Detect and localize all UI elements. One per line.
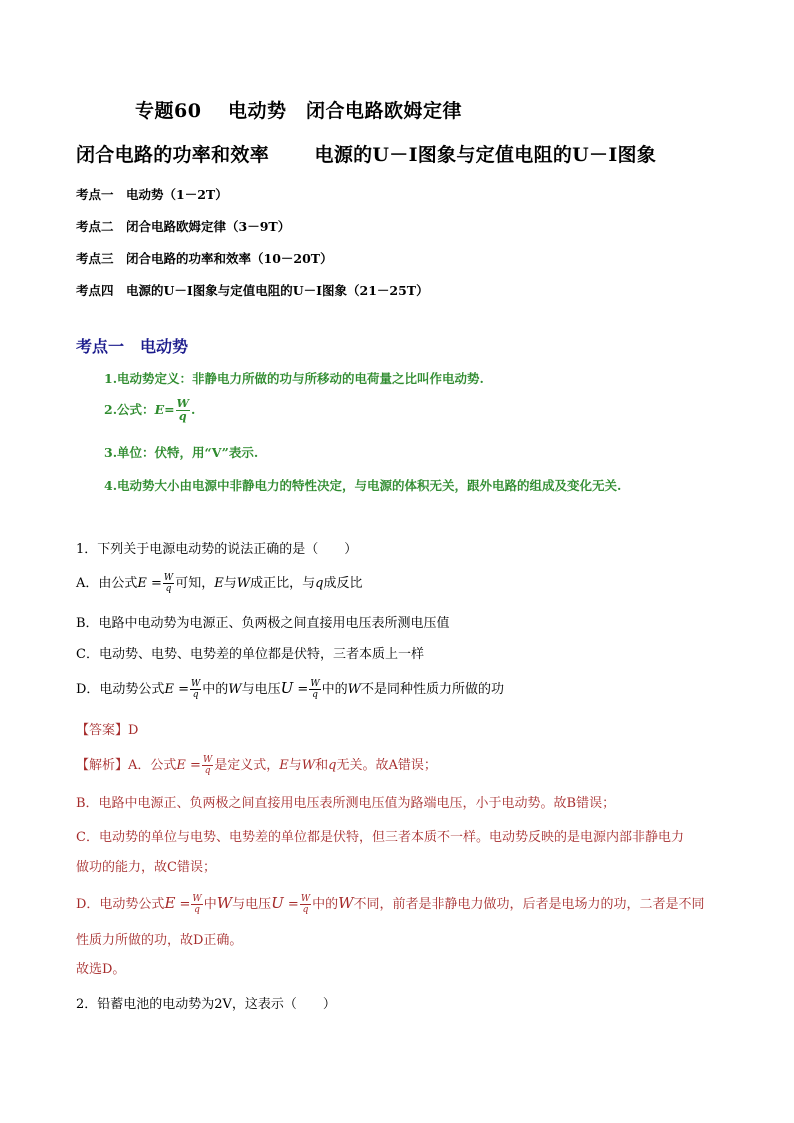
- var-e: E: [137, 576, 147, 591]
- question-2-stem: 2．铅蓄电池的电动势为2V，这表示（ ）: [76, 997, 336, 1012]
- fraction: [190, 679, 201, 700]
- option-a-text-5: 成反比: [323, 576, 363, 591]
- analysis-a-text-1: A．公式: [128, 758, 177, 773]
- var-u: U: [280, 679, 294, 697]
- eq-sign: =: [185, 758, 201, 773]
- fraction-numerator: W: [163, 573, 174, 583]
- analysis-d-text-2: 中: [203, 897, 217, 912]
- option-a-text-3: 与: [223, 576, 237, 591]
- var-e: E: [214, 576, 224, 591]
- analysis-d-text-3: 与电压: [232, 897, 272, 912]
- analysis-c-line2: 做功的能力，故C错误；: [76, 860, 216, 875]
- eq-sign: =: [175, 897, 191, 912]
- answer: 【答案】D: [76, 723, 139, 738]
- option-d-text-3: 与电压: [241, 682, 281, 697]
- fraction-denominator: q: [194, 905, 200, 915]
- fraction-denominator: q: [204, 766, 211, 776]
- analysis-d-text-4: 中的: [312, 897, 339, 912]
- toc-item-3: 考点三 闭合电路的功率和效率（10－20T）: [76, 251, 333, 266]
- option-d-text-2: 中的: [202, 682, 229, 697]
- var-e: E: [164, 682, 174, 697]
- formula-fraction: [176, 398, 190, 423]
- option-a-text-4: 成正比，与: [250, 576, 316, 591]
- question-1-stem: 1．下列关于电源电动势的说法正确的是（ ）: [76, 542, 358, 557]
- fraction-numerator: W: [190, 679, 201, 689]
- option-d-text-1: D．电动势公式: [76, 682, 165, 697]
- analysis-label: 【解析】: [76, 758, 129, 773]
- option-a: [76, 572, 362, 594]
- fraction-denominator: q: [165, 584, 172, 594]
- eq-sign: =: [173, 682, 189, 697]
- analysis-d-line2: 性质力所做的功，故D正确。: [76, 933, 243, 948]
- toc-item-2: 考点二 闭合电路欧姆定律（3－9T）: [76, 219, 291, 234]
- var-w: W: [236, 576, 251, 591]
- fraction-numerator: W: [176, 397, 189, 410]
- fraction-denominator: q: [312, 690, 318, 700]
- option-c: C．电动势、电势、电势差的单位都是伏特，三者本质上一样: [76, 647, 424, 662]
- var-e: E: [176, 758, 186, 773]
- analysis-c-line1: C．电动势的单位与电势、电势差的单位都是伏特，但三者本质不一样。电动势反映的是电源内部非静电力: [76, 830, 684, 845]
- fraction: [300, 894, 311, 915]
- var-e: E: [164, 894, 176, 912]
- formula-suffix: .: [190, 402, 196, 417]
- var-e: E: [279, 758, 289, 773]
- analysis-d-text-1: D．电动势公式: [76, 897, 165, 912]
- key-point-2: [104, 398, 195, 423]
- analysis-d-line1: [76, 893, 705, 915]
- fraction-numerator: W: [310, 679, 320, 689]
- key-point-3: 3.单位：伏特，用“V”表示.: [104, 445, 259, 460]
- eq-sign: =: [146, 576, 162, 591]
- fraction-denominator: q: [302, 905, 309, 915]
- option-a-text-2: 可知，: [175, 576, 215, 591]
- fraction: [163, 573, 174, 594]
- fraction: [309, 679, 320, 700]
- page-title-line2: 闭合电路的功率和效率 电源的U－I图象与定值电阻的U－I图象: [76, 144, 657, 166]
- analysis-a-text-2: 是定义式，: [214, 758, 280, 773]
- conclusion: 故选D。: [76, 962, 126, 977]
- option-d: [76, 678, 504, 700]
- analysis-a: [76, 754, 437, 776]
- var-q: q: [328, 758, 337, 773]
- var-w: W: [228, 682, 242, 697]
- fraction-denominator: q: [192, 690, 199, 700]
- var-w: W: [301, 758, 316, 773]
- eq-sign: =: [283, 897, 299, 912]
- option-d-text-4: 中的: [321, 682, 348, 697]
- fraction: [191, 894, 202, 915]
- analysis-d-text-5: 不同，前者是非静电力做功，后者是电场力的功，二者是不同: [353, 897, 705, 912]
- analysis-b: B．电路中电源正、负两极之间直接用电压表所测电压值为路端电压，小于电动势。故B错误；: [76, 796, 616, 811]
- var-u: U: [271, 894, 284, 912]
- formula-e: E: [154, 402, 165, 417]
- formula-eq: =: [164, 402, 175, 417]
- eq-sign: =: [293, 682, 309, 697]
- option-a-text-1: A．由公式: [76, 576, 138, 591]
- page-title-line1: 专题60 电动势 闭合电路欧姆定律: [135, 100, 463, 122]
- analysis-a-text-4: 和: [315, 758, 329, 773]
- fraction-numerator: W: [300, 894, 311, 904]
- var-w: W: [347, 682, 361, 697]
- toc-item-4: 考点四 电源的U－I图象与定值电阻的U－I图象（21－25T）: [76, 283, 429, 298]
- key-point-1: 1.电动势定义：非静电力所做的功与所移动的电荷量之比叫作电动势.: [104, 371, 484, 386]
- var-q: q: [315, 576, 324, 591]
- toc-item-1: 考点一 电动势（1－2T）: [76, 187, 228, 202]
- var-w: W: [216, 894, 233, 912]
- option-b: B．电路中电动势为电源正、负两极之间直接用电压表所测电压值: [76, 616, 450, 631]
- key-point-4: 4.电动势大小由电源中非静电力的特性决定，与电源的体积无关，跟外电路的组成及变化无关.: [104, 478, 622, 493]
- option-d-text-5: 不是同种性质力所做的功: [360, 682, 504, 697]
- fraction: [202, 755, 213, 776]
- section-heading: 考点一 电动势: [76, 337, 189, 356]
- var-w: W: [338, 894, 354, 912]
- fraction-numerator: W: [192, 894, 202, 904]
- formula-prefix: 2.公式：: [104, 402, 155, 417]
- analysis-a-text-3: 与: [288, 758, 302, 773]
- fraction-denominator: q: [178, 410, 187, 423]
- fraction-numerator: W: [202, 755, 213, 765]
- analysis-a-text-5: 无关。故A错误；: [336, 758, 437, 773]
